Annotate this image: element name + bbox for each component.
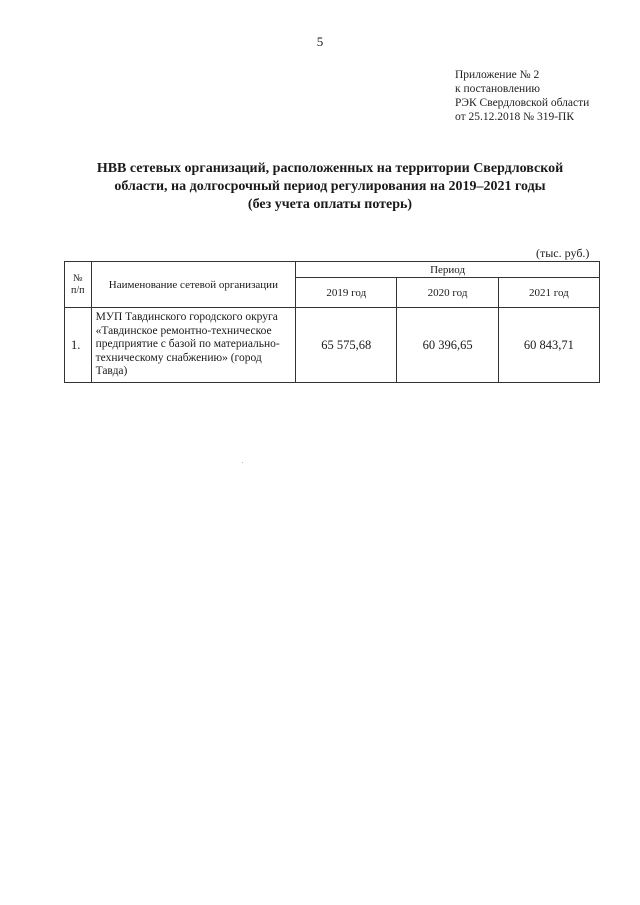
header-period: Период xyxy=(296,262,600,278)
value-2021: 60 843,71 xyxy=(498,308,599,383)
title-line: (без учета оплаты потерь) xyxy=(247,197,413,212)
document-title xyxy=(60,160,600,214)
page-number: 5 xyxy=(316,34,324,49)
header-organization-name: Наименование сетевой организации xyxy=(91,262,296,308)
header-year-2020: 2020 год xyxy=(397,278,498,308)
appendix-reference xyxy=(455,68,589,124)
header-year-2021: 2021 год xyxy=(498,278,599,308)
value-2020: 60 396,65 xyxy=(397,308,498,383)
units-label: (тыс. руб.) xyxy=(536,246,590,260)
title-line: НВВ сетевых организаций, расположенных на территории Свердловской xyxy=(96,161,564,176)
appendix-line: от 25.12.2018 № 319-ПК xyxy=(455,111,575,123)
header-row-number: № п/п xyxy=(65,262,92,308)
appendix-line: к постановлению xyxy=(455,83,540,95)
header-year-2019: 2019 год xyxy=(296,278,397,308)
value-2019: 65 575,68 xyxy=(296,308,397,383)
row-number: 1. xyxy=(65,308,92,383)
table-row xyxy=(65,308,600,383)
organization-name: МУП Тавдинского городского округа «Тавдинское ремонтно-техническое предприятие с базой по материально-техническому снабжению» (город Тавда) xyxy=(91,308,296,383)
appendix-line: РЭК Свердловской области xyxy=(455,97,590,109)
tariff-table xyxy=(64,261,600,383)
title-line: области, на долгосрочный период регулирования на 2019–2021 годы xyxy=(114,179,546,194)
scan-speck xyxy=(242,462,243,463)
appendix-line: Приложение № 2 xyxy=(455,69,540,81)
